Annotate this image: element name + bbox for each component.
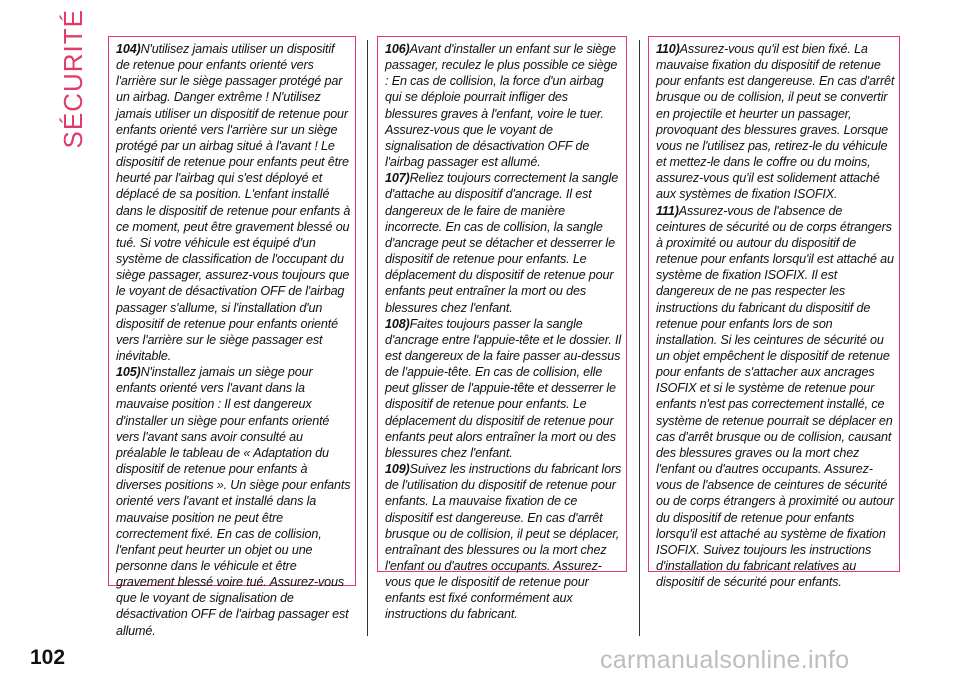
warning-number: 104) — [116, 42, 141, 56]
warning-paragraph — [116, 41, 351, 364]
warning-number: 107) — [385, 171, 410, 186]
warning-paragraph — [385, 41, 622, 170]
warning-box-column-3 — [648, 36, 900, 590]
warning-paragraph — [385, 461, 622, 623]
warning-paragraph — [656, 203, 895, 591]
warning-box-column-1 — [108, 36, 356, 638]
warning-text: Suivez les instructions du fabricant lors de l'utilisation du dispositif de retenue pour enfants. La mauvaise fixation de ce dispositif est dangereuse. En cas d'arrêt brusque ou de collision, il peut se déplacer, entraînant des blessures ou la mort chez l'enfant ou d'autres occupants. Assurez-vous que le dispositif de retenue pour enfants est fixé conformément aux instructions du fabricant. — [385, 462, 622, 622]
warning-paragraph — [385, 170, 622, 315]
warning-text: Assurez-vous qu'il est bien fixé. La mauvaise fixation du dispositif de retenue pour enfants est dangereuse. En cas d'arrêt brusque ou de collision, il peut se convertir en projectile et heurter un passager, provoquant des blessures graves. Lorsque vous ne l'utilisez pas, retirez-le du véhicule et mettez-le dans le coffre ou du moins, assurez-vous qu'il est solidement attaché aux systèmes de fixation ISOFIX. — [656, 42, 895, 202]
warning-text: Avant d'installer un enfant sur le siège passager, reculez le plus possible ce siège : En cas de collision, la force d'un airbag qui se déploie pourrait infliger des blessures graves à l'enfant, voire le tuer. Assurez-vous que le voyant de signalisation de désactivation OFF de l'airbag passager est allumé. — [385, 42, 618, 170]
warning-number: 106) — [385, 42, 410, 56]
warning-text: Reliez toujours correctement la sangle d'attache au dispositif d'ancrage. Il est dangereux de le faire de manière incorrecte. En cas de collision, la sangle d'ancrage peut se détacher et desserrer le dispositif de retenue pour enfants. Le déplacement du dispositif de retenue pour enfants peut entraîner la mort ou des blessures chez l'enfant. — [385, 171, 619, 315]
warning-number: 111) — [656, 203, 679, 218]
column-divider — [367, 40, 368, 636]
warning-paragraph — [656, 41, 895, 203]
warning-number: 109) — [385, 462, 410, 477]
warning-number: 110) — [656, 42, 680, 56]
column-divider — [639, 40, 640, 636]
warning-text: Faites toujours passer la sangle d'ancrage entre l'appuie-tête et le dossier. Il est dangereux de la faire passer au-dessus de l'appuie-tête. En cas de collision, elle peut glisser de l'appuie-tête et desserrer le dispositif de retenue pour enfants. Le déplacement du dispositif de retenue pour enfants peut alors entraîner la mort ou des blessures chez l'enfant. — [385, 316, 622, 460]
section-title — [56, 8, 90, 148]
warning-number: 105) — [116, 365, 141, 380]
warning-number: 108) — [385, 316, 410, 331]
warning-text: N'utilisez jamais utiliser un dispositif de retenue pour enfants orienté vers l'arrière sur le siège passager protégé par un airbag. Danger extrême ! N'utilisez jamais utiliser un dispositif de retenue pour enfants orienté vers l'arrière sur un siège protégé par un airbag situé à l'avant ! Le dispositif de retenue pour enfants peut être heurté par l'airbag qui s'est déployé et déplacé de sa position. L'enfant installé dans le dispositif de retenue pour enfants à ce moment, peut être gravement blessé ou tué. Si votre véhicule est équipé d'un système de classification de l'occupant du siège passager, assurez-vous toujours que le voyant de désactivation OFF de l'airbag passager s'allume, si l'installation d'un dispositif de retenue pour enfants orienté vers l'arrière sur le siège passager est inévitable. — [116, 42, 351, 363]
warning-text: N'installez jamais un siège pour enfants orienté vers l'avant dans la mauvaise position : Il est dangereux d'installer un siège pour enfants orienté vers l'avant sans avoir consulté au préalable le tableau de « Adaptation du dispositif de retenue pour enfants à diverses positions ». Un siège pour enfants orienté vers l'avant et installé dans la mauvaise position ne peut être correctement fixé. En cas de collision, l'enfant peut heurter un objet ou une personne dans le véhicule et être gravement blessé voire tué. Assurez-vous que le voyant de signalisation de désactivation OFF de l'airbag passager est allumé. — [116, 365, 351, 638]
section-title-text: SÉCURITÉ — [58, 8, 88, 148]
warning-text: Assurez-vous de l'absence de ceintures de sécurité ou de corps étrangers à proximité ou autour du dispositif de retenue pour enfants lorsqu'il est attaché au système de fixation ISOFIX. Il est dangereux de ne pas respecter les instructions du fabricant du dispositif de retenue pour enfants lors de son installation. Si les ceintures de sécurité ou un objet empêchent le dispositif de retenue pour enfants de s'attacher aux ancrages ISOFIX et si le système de retenue pour enfants n'est pas correctement installé, ce système de retenue pourrait se déplacer en cas d'arrêt brusque ou de collision, causant des blessures graves ou la mort chez l'enfant ou d'autres occupants. Assurez-vous de l'absence de ceintures de sécurité ou de corps étrangers à proximité ou autour du dispositif de retenue pour enfants lorsqu'il est attaché au système de fixation ISOFIX. Suivez toujours les instructions d'installation du fabricant relatives au dispositif de sécurité pour enfants. — [656, 203, 894, 590]
warning-paragraph — [116, 364, 351, 639]
footer-watermark: carmanualsonline.info — [600, 646, 850, 674]
warning-box-column-2 — [377, 36, 627, 622]
warning-paragraph — [385, 316, 622, 461]
page-number: 102 — [30, 646, 66, 669]
